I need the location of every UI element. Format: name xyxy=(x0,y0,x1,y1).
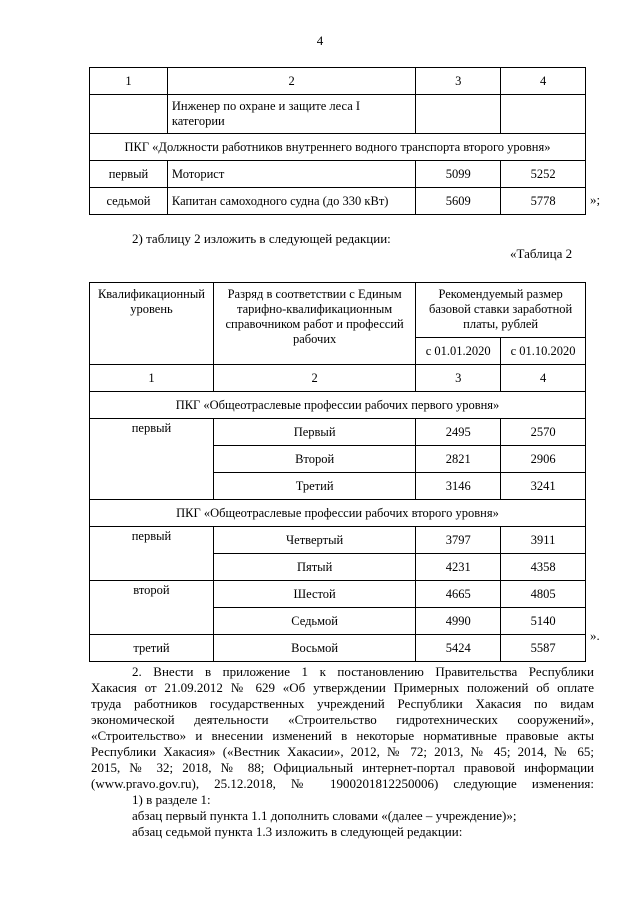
paragraph-line: Хакасия от 21.09.2012 № 629 «Об утверждении Примерных положений об оплате xyxy=(91,680,594,695)
group-title: ПКГ «Общеотраслевые профессии рабочих первого уровня» xyxy=(90,392,586,419)
value-cell: 3911 xyxy=(501,527,586,554)
header-salary: Рекомендуемый размер базовой ставки заработной платы, рублей xyxy=(416,283,586,338)
header-date: с 01.01.2020 xyxy=(416,338,501,365)
table-row xyxy=(90,188,586,215)
table1-header-cell: 1 xyxy=(90,68,168,95)
value-cell: 5252 xyxy=(501,161,586,188)
header-grade: Разряд в соответствии с Единым тарифно-квалификационным справочником работ и профессий рабочих xyxy=(213,283,415,365)
table-row xyxy=(90,419,586,446)
level-cell: первый xyxy=(90,161,168,188)
header-date: с 01.10.2020 xyxy=(501,338,586,365)
value-cell: 2495 xyxy=(416,419,501,446)
value-cell: 5099 xyxy=(416,161,501,188)
group-title: ПКГ «Должности работников внутреннего водного транспорта второго уровня» xyxy=(90,134,586,161)
grade-cell: Четвертый xyxy=(213,527,415,554)
group-title: ПКГ «Общеотраслевые профессии рабочих второго уровня» xyxy=(90,500,586,527)
paragraph-line: «Строительство» и внесении изменений в некоторые нормативные правовые акты xyxy=(91,728,594,743)
table-row xyxy=(90,161,586,188)
value-cell: 2570 xyxy=(501,419,586,446)
grade-cell: Третий xyxy=(213,473,415,500)
table1-header-cell: 4 xyxy=(501,68,586,95)
value-cell: 5609 xyxy=(416,188,501,215)
table-cell: Инженер по охране и защите леса I категории xyxy=(167,95,415,134)
table1-header-row xyxy=(90,68,586,95)
paragraph-line: абзац первый пункта 1.1 дополнить словами «(далее – учреждение)»; xyxy=(132,808,517,823)
grade-cell: Первый xyxy=(213,419,415,446)
group-row xyxy=(90,392,586,419)
paragraph-line: экономической деятельности «Строительство гидротехнических сооружений», xyxy=(91,712,594,727)
paragraph-line: (www.pravo.gov.ru), 25.12.2018, № 1900201812250006) следующие изменения: xyxy=(91,776,594,791)
number-cell: 2 xyxy=(213,365,415,392)
table1-header-cell: 2 xyxy=(167,68,415,95)
value-cell: 4358 xyxy=(501,554,586,581)
grade-cell: Второй xyxy=(213,446,415,473)
number-row xyxy=(90,365,586,392)
level-cell: первый xyxy=(90,419,214,500)
number-cell: 4 xyxy=(501,365,586,392)
grade-cell: Пятый xyxy=(213,554,415,581)
grade-cell: Восьмой xyxy=(213,635,415,662)
table-row xyxy=(90,635,586,662)
level-cell: седьмой xyxy=(90,188,168,215)
value-cell: 4665 xyxy=(416,581,501,608)
closing-quote: »; xyxy=(590,192,601,207)
table-cell xyxy=(416,95,501,134)
value-cell: 3146 xyxy=(416,473,501,500)
table2 xyxy=(89,282,586,662)
value-cell: 5587 xyxy=(501,635,586,662)
table-row xyxy=(90,95,586,134)
level-cell: первый xyxy=(90,527,214,581)
group-row xyxy=(90,134,586,161)
paragraph-line: абзац седьмой пункта 1.3 изложить в следующей редакции: xyxy=(132,824,463,839)
level-cell: второй xyxy=(90,581,214,635)
value-cell: 5424 xyxy=(416,635,501,662)
grade-cell: Седьмой xyxy=(213,608,415,635)
paragraph-line: Республики Хакасия» («Вестник Хакасии», 2012, № 72; 2013, № 45; 2014, № 65; xyxy=(91,744,594,759)
number-cell: 1 xyxy=(90,365,214,392)
value-cell: 5778 xyxy=(501,188,586,215)
value-cell: 3241 xyxy=(501,473,586,500)
paragraph-line: 2. Внести в приложение 1 к постановлению Правительства Республики xyxy=(132,664,594,679)
table-cell xyxy=(90,95,168,134)
name-cell: Капитан самоходного судна (до 330 кВт) xyxy=(167,188,415,215)
paragraph-line: 2015, № 32; 2018, № 88; Официальный интернет-портал правовой информации xyxy=(91,760,594,775)
value-cell: 4231 xyxy=(416,554,501,581)
value-cell: 3797 xyxy=(416,527,501,554)
closing-quote: ». xyxy=(590,628,600,643)
table-cell xyxy=(501,95,586,134)
paragraph-line: 1) в разделе 1: xyxy=(132,792,211,807)
value-cell: 2821 xyxy=(416,446,501,473)
table2-header-row xyxy=(90,283,586,338)
header-level: Квалификационный уровень xyxy=(90,283,214,365)
paragraph-line: труда работников государственных учреждений Республики Хакасия по видам xyxy=(91,696,594,711)
level-cell: третий xyxy=(90,635,214,662)
value-cell: 4805 xyxy=(501,581,586,608)
name-cell: Моторист xyxy=(167,161,415,188)
table2-label: «Таблица 2 xyxy=(510,246,573,261)
table-row xyxy=(90,527,586,554)
table1 xyxy=(89,67,586,215)
table1-header-cell: 3 xyxy=(416,68,501,95)
value-cell: 4990 xyxy=(416,608,501,635)
number-cell: 3 xyxy=(416,365,501,392)
group-row xyxy=(90,500,586,527)
page-number: 4 xyxy=(316,33,324,48)
grade-cell: Шестой xyxy=(213,581,415,608)
value-cell: 5140 xyxy=(501,608,586,635)
instruction-text: 2) таблицу 2 изложить в следующей редакции: xyxy=(132,231,391,246)
value-cell: 2906 xyxy=(501,446,586,473)
table-row xyxy=(90,581,586,608)
